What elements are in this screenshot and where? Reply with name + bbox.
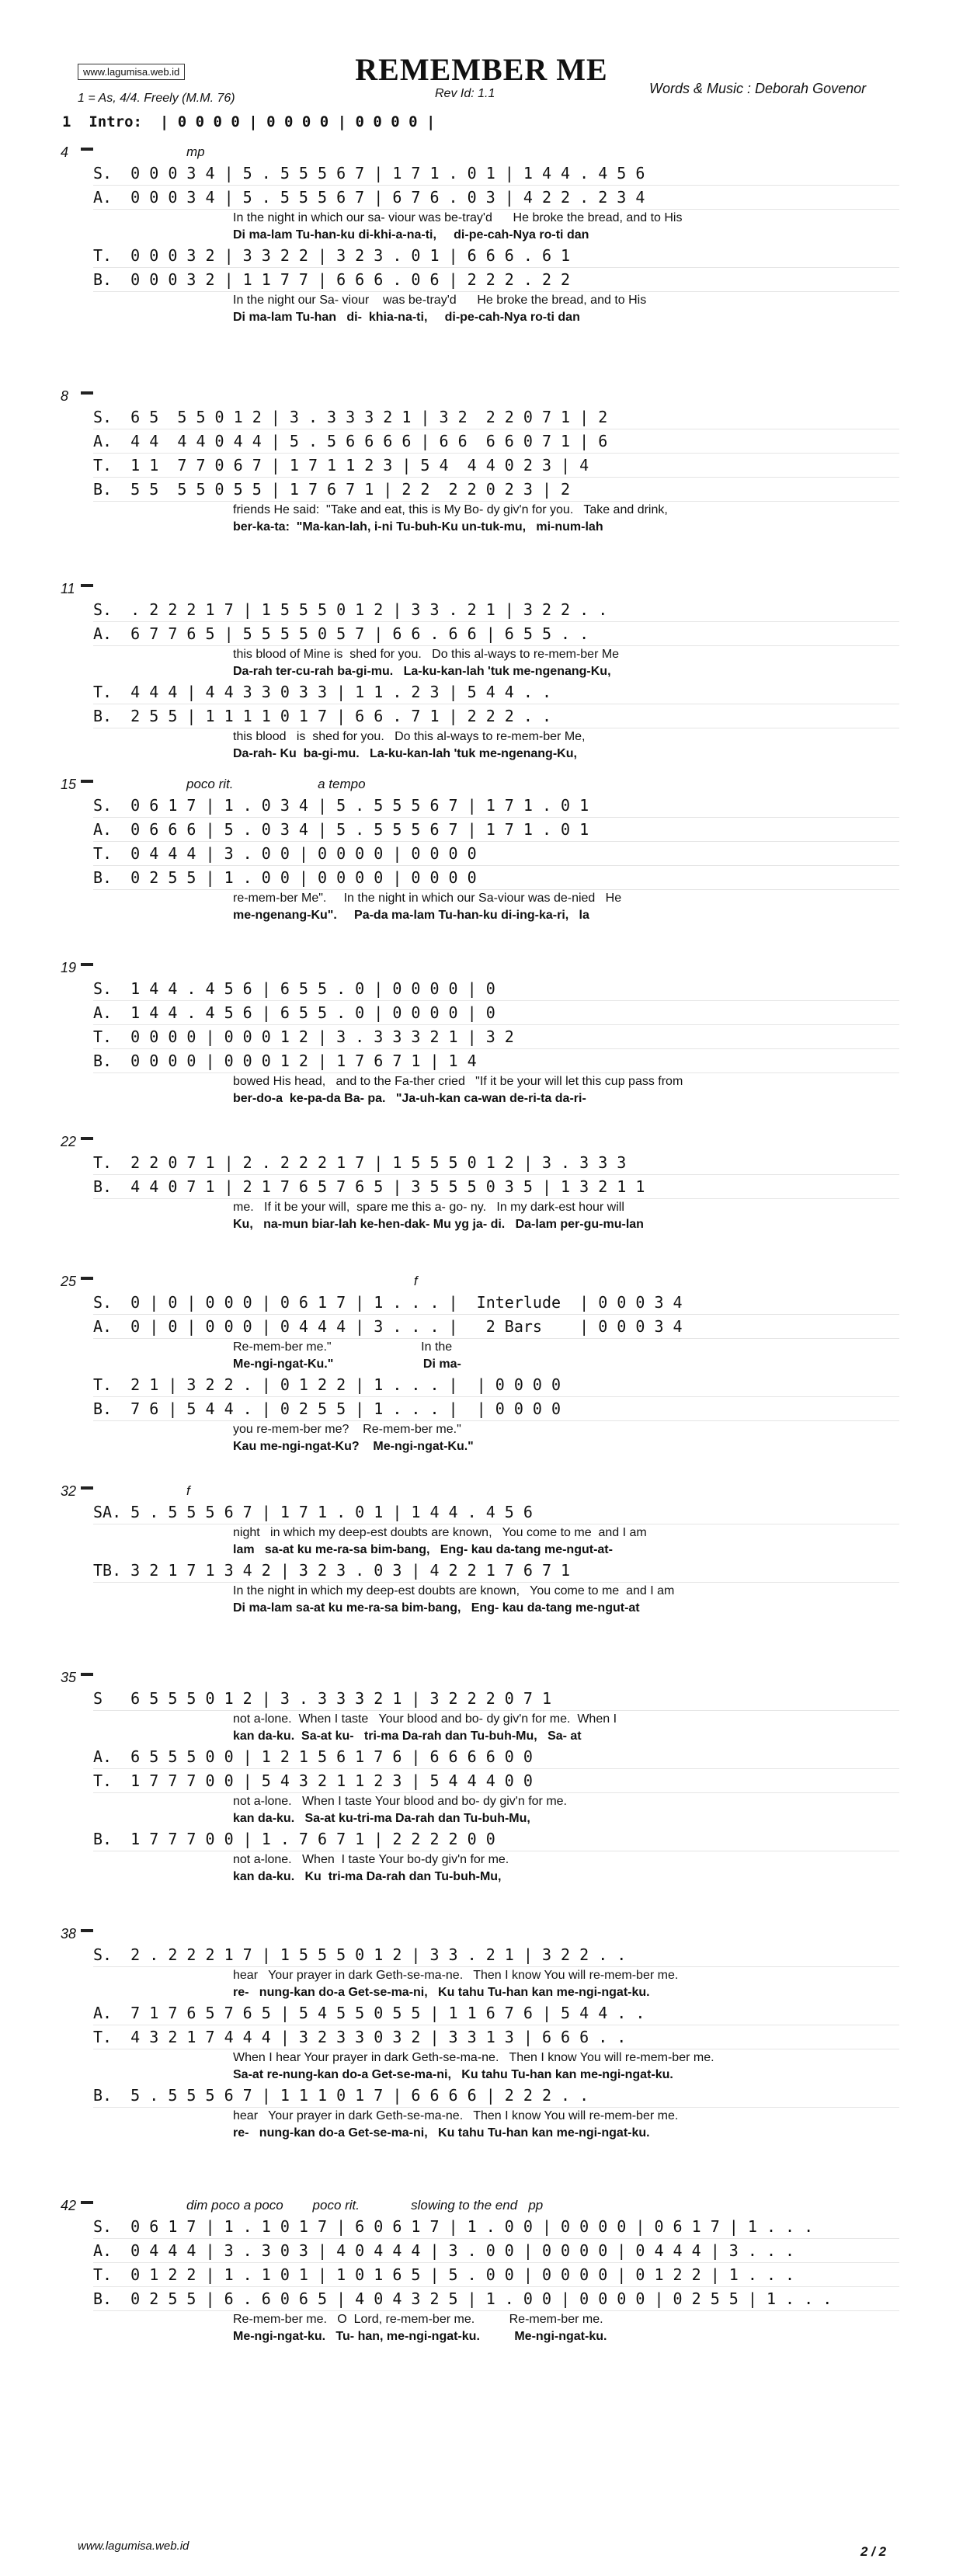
lyrics-english: hear Your prayer in dark Geth-se-ma-ne. Then I know You will re-mem-ber me. bbox=[233, 1969, 679, 1982]
voice-line: B. 4 4 0 7 1 | 2 1 7 6 5 7 6 5 | 3 5 5 5 0 3 5 | 1 3 2 1 1 bbox=[93, 1175, 899, 1199]
voice-line: B. 7 6 | 5 4 4 . | 0 2 5 5 | 1 . . . | | 0 0 0 0 bbox=[93, 1397, 899, 1421]
voice-line: S 6 5 5 5 0 1 2 | 3 . 3 3 3 2 1 | 3 2 2 2 0 7 1 bbox=[93, 1687, 899, 1711]
dynamics-marking bbox=[93, 388, 899, 405]
lyrics-indonesian: Da-rah ter-cu-rah ba-gi-mu. La-ku-kan-lah 'tuk me-ngenang-Ku, bbox=[233, 665, 611, 678]
lyrics-indonesian: kan da-ku. Sa-at ku-tri-ma Da-rah dan Tu-buh-Mu, bbox=[233, 1812, 530, 1825]
lyrics-english: friends He said: "Take and eat, this is My Bo- dy giv'n for you. Take and drink, bbox=[233, 503, 668, 516]
system-rows bbox=[93, 581, 899, 763]
voice-line: A. 1 4 4 . 4 5 6 | 6 5 5 . 0 | 0 0 0 0 | 0 bbox=[93, 1001, 899, 1025]
lyrics-english: not a-lone. When I taste Your bo-dy giv'n for me. bbox=[233, 1853, 509, 1866]
voice-line: B. 1 7 7 7 0 0 | 1 . 7 6 7 1 | 2 2 2 2 0 0 bbox=[93, 1827, 899, 1851]
system-rows bbox=[93, 388, 899, 536]
voice-line: TB. 3 2 1 7 1 3 4 2 | 3 2 3 . 0 3 | 4 2 2 1 7 6 7 1 bbox=[93, 1559, 899, 1583]
system-bracket bbox=[81, 1137, 93, 1140]
measure-number: 22 bbox=[61, 1134, 77, 1149]
dynamics-marking bbox=[93, 960, 899, 977]
lyrics-indonesian: Me-ngi-ngat-Ku." Di ma- bbox=[233, 1358, 461, 1371]
lyrics-english: not a-lone. When I taste Your blood and bo- dy giv'n for me. bbox=[233, 1795, 567, 1808]
site-label: www.lagumisa.web.id bbox=[78, 64, 185, 80]
voice-line: T. 2 1 | 3 2 2 . | 0 1 2 2 | 1 . . . | | 0 0 0 0 bbox=[93, 1373, 899, 1397]
system-rows bbox=[93, 1134, 899, 1233]
voice-line: S. 0 | 0 | 0 0 0 | 0 6 1 7 | 1 . . . | Interlude | 0 0 0 3 4 bbox=[93, 1291, 899, 1315]
voice-line: T. 0 0 0 0 | 0 0 0 1 2 | 3 . 3 3 3 2 1 | 3 2 bbox=[93, 1025, 899, 1049]
system-rows bbox=[93, 960, 899, 1107]
measure-number: 4 bbox=[61, 144, 69, 160]
dynamics-marking: f bbox=[186, 1483, 190, 1498]
voice-line: B. 5 5 5 5 0 5 5 | 1 7 6 7 1 | 2 2 2 2 0 2 3 | 2 bbox=[93, 478, 899, 502]
song-title: REMEMBER ME bbox=[355, 52, 608, 87]
lyrics-indonesian: ber-ka-ta: "Ma-kan-lah, i-ni Tu-buh-Ku un-tuk-mu, mi-num-lah bbox=[233, 520, 603, 534]
system-bracket bbox=[81, 1277, 93, 1280]
lyrics-indonesian: Da-rah- Ku ba-gi-mu. La-ku-kan-lah 'tuk me-ngenang-Ku, bbox=[233, 747, 577, 760]
voice-line: T. 0 4 4 4 | 3 . 0 0 | 0 0 0 0 | 0 0 0 0 bbox=[93, 842, 899, 866]
voice-line: S. 0 6 1 7 | 1 . 0 3 4 | 5 . 5 5 5 6 7 | 1 7 1 . 0 1 bbox=[93, 794, 899, 818]
revision-id: Rev Id: 1.1 bbox=[435, 87, 495, 100]
voice-line: T. 1 7 7 7 0 0 | 5 4 3 2 1 1 2 3 | 5 4 4 4 0 0 bbox=[93, 1769, 899, 1793]
dynamics-marking bbox=[93, 581, 899, 598]
lyrics-indonesian: Di ma-lam Tu-han di- khia-na-ti, di-pe-cah-Nya ro-ti dan bbox=[233, 311, 580, 324]
lyrics-english: me. If it be your will, spare me this a- go- ny. In my dark-est hour will bbox=[233, 1201, 624, 1214]
measure-number: 25 bbox=[61, 1274, 77, 1289]
system-rows bbox=[93, 144, 899, 326]
voice-line: S. 0 0 0 3 4 | 5 . 5 5 5 6 7 | 1 7 1 . 0 1 | 1 4 4 . 4 5 6 bbox=[93, 162, 899, 186]
system-bracket bbox=[81, 963, 93, 966]
lyrics-indonesian: re- nung-kan do-a Get-se-ma-ni, Ku tahu Tu-han kan me-ngi-ngat-ku. bbox=[233, 2126, 650, 2140]
lyrics-english: this blood is shed for you. Do this al-ways to re-mem-ber Me, bbox=[233, 730, 586, 743]
lyrics-english: night in which my deep-est doubts are known, You come to me and I am bbox=[233, 1526, 647, 1539]
voice-line: S. 2 . 2 2 2 1 7 | 1 5 5 5 0 1 2 | 3 3 . 2 1 | 3 2 2 . . bbox=[93, 1943, 899, 1967]
dynamics-marking bbox=[93, 1134, 899, 1151]
measure-number: 42 bbox=[61, 2198, 77, 2213]
lyrics-indonesian: ber-do-a ke-pa-da Ba- pa. "Ja-uh-kan ca-wan de-ri-ta da-ri- bbox=[233, 1092, 586, 1105]
system-bracket bbox=[81, 1673, 93, 1676]
voice-line: A. 0 6 6 6 | 5 . 0 3 4 | 5 . 5 5 5 6 7 | 1 7 1 . 0 1 bbox=[93, 818, 899, 842]
lyrics-english: bowed His head, and to the Fa-ther cried "If it be your will let this cup pass from bbox=[233, 1075, 683, 1088]
lyrics-indonesian: Di ma-lam sa-at ku me-ra-sa bim-bang, Eng- kau da-tang me-ngut-at bbox=[233, 1601, 640, 1615]
lyrics-english: In the night our Sa- viour was be-tray'd He broke the bread, and to His bbox=[233, 294, 647, 307]
voice-line: A. 0 0 0 3 4 | 5 . 5 5 5 6 7 | 6 7 6 . 0 3 | 4 2 2 . 2 3 4 bbox=[93, 186, 899, 210]
dynamics-marking bbox=[93, 1926, 899, 1943]
lyrics-english: you re-mem-ber me? Re-mem-ber me." bbox=[233, 1423, 461, 1436]
lyrics-indonesian: Me-ngi-ngat-ku. Tu- han, me-ngi-ngat-ku. Me-ngi-ngat-ku. bbox=[233, 2330, 607, 2343]
measure-number: 32 bbox=[61, 1483, 77, 1499]
lyrics-indonesian: me-ngenang-Ku". Pa-da ma-lam Tu-han-ku di-ing-ka-ri, la bbox=[233, 909, 589, 922]
dynamics-marking: mp bbox=[186, 144, 205, 159]
key-signature: 1 = As, 4/4. Freely (M.M. 76) bbox=[78, 92, 235, 105]
dynamics-marking bbox=[93, 1670, 899, 1687]
measure-number: 11 bbox=[61, 581, 75, 596]
voice-line: A. 6 7 7 6 5 | 5 5 5 5 0 5 7 | 6 6 . 6 6 | 6 5 5 . . bbox=[93, 622, 899, 646]
lyrics-indonesian: re- nung-kan do-a Get-se-ma-ni, Ku tahu Tu-han kan me-ngi-ngat-ku. bbox=[233, 1986, 650, 1999]
voice-line: B. 2 5 5 | 1 1 1 1 0 1 7 | 6 6 . 7 1 | 2 2 2 . . bbox=[93, 704, 899, 728]
voice-line: T. 0 1 2 2 | 1 . 1 0 1 | 1 0 1 6 5 | 5 . 0 0 | 0 0 0 0 | 0 1 2 2 | 1 . . . bbox=[93, 2263, 899, 2287]
footer-site: www.lagumisa.web.id bbox=[78, 2539, 189, 2553]
voice-line: B. 0 0 0 3 2 | 1 1 7 7 | 6 6 6 . 0 6 | 2 2 2 . 2 2 bbox=[93, 268, 899, 292]
lyrics-english: In the night in which our sa- viour was be-tray'd He broke the bread, and to His bbox=[233, 211, 683, 224]
voice-line: A. 6 5 5 5 0 0 | 1 2 1 5 6 1 7 6 | 6 6 6 6 0 0 bbox=[93, 1745, 899, 1769]
lyrics-indonesian: lam sa-at ku me-ra-sa bim-bang, Eng- kau da-tang me-ngut-at- bbox=[233, 1543, 613, 1556]
system-bracket bbox=[81, 584, 93, 587]
dynamics-marking: f bbox=[186, 1274, 418, 1288]
voice-line: A. 7 1 7 6 5 7 6 5 | 5 4 5 5 0 5 5 | 1 1 6 7 6 | 5 4 4 . . bbox=[93, 2001, 899, 2025]
voice-line: A. 0 4 4 4 | 3 . 3 0 3 | 4 0 4 4 4 | 3 . 0 0 | 0 0 0 0 | 0 4 4 4 | 3 . . . bbox=[93, 2239, 899, 2263]
voice-line: S. 6 5 5 5 0 1 2 | 3 . 3 3 3 2 1 | 3 2 2 2 0 7 1 | 2 bbox=[93, 405, 899, 429]
voice-line: B. 0 2 5 5 | 1 . 0 0 | 0 0 0 0 | 0 0 0 0 bbox=[93, 866, 899, 890]
lyrics-english: re-mem-ber Me". In the night in which our Sa-viour was de-nied He bbox=[233, 892, 622, 905]
credits: Words & Music : Deborah Govenor bbox=[649, 81, 867, 96]
measure-number: 19 bbox=[61, 960, 77, 975]
voice-line: S. . 2 2 2 1 7 | 1 5 5 5 0 1 2 | 3 3 . 2 1 | 3 2 2 . . bbox=[93, 598, 899, 622]
voice-line: B. 0 2 5 5 | 6 . 6 0 6 5 | 4 0 4 3 2 5 | 1 . 0 0 | 0 0 0 0 | 0 2 5 5 | 1 . . . bbox=[93, 2287, 899, 2311]
measure-number: 38 bbox=[61, 1926, 77, 1942]
dynamics-marking: poco rit. a tempo bbox=[186, 777, 366, 791]
measure-number: 35 bbox=[61, 1670, 77, 1685]
voice-line: B. 0 0 0 0 | 0 0 0 1 2 | 1 7 6 7 1 | 1 4 bbox=[93, 1049, 899, 1073]
lyrics-indonesian: Kau me-ngi-ngat-Ku? Me-ngi-ngat-Ku." bbox=[233, 1440, 474, 1453]
system-rows bbox=[93, 777, 899, 924]
system-rows bbox=[93, 1274, 899, 1455]
lyrics-english: In the night in which my deep-est doubts are known, You come to me and I am bbox=[233, 1584, 675, 1597]
voice-line: T. 4 3 2 1 7 4 4 4 | 3 2 3 3 0 3 2 | 3 3 1 3 | 6 6 6 . . bbox=[93, 2025, 899, 2049]
lyrics-english: hear Your prayer in dark Geth-se-ma-ne. Then I know You will re-mem-ber me. bbox=[233, 2109, 679, 2122]
system-bracket bbox=[81, 1486, 93, 1490]
measure-number: 15 bbox=[61, 777, 77, 792]
dynamics-marking: dim poco a poco poco rit. slowing to the end pp bbox=[186, 2198, 544, 2213]
page-number: 2 / 2 bbox=[860, 2544, 887, 2559]
voice-line: B. 5 . 5 5 5 6 7 | 1 1 1 0 1 7 | 6 6 6 6 | 2 2 2 . . bbox=[93, 2084, 899, 2108]
lyrics-english: Re-mem-ber me. O Lord, re-mem-ber me. Re-mem-ber me. bbox=[233, 2313, 603, 2326]
voice-line: S. 0 6 1 7 | 1 . 1 0 1 7 | 6 0 6 1 7 | 1 . 0 0 | 0 0 0 0 | 0 6 1 7 | 1 . . . bbox=[93, 2215, 899, 2239]
voice-line: A. 0 | 0 | 0 0 0 | 0 4 4 4 | 3 . . . | 2 Bars | 0 0 0 3 4 bbox=[93, 1315, 899, 1339]
system-rows bbox=[93, 1926, 899, 2142]
lyrics-indonesian: kan da-ku. Ku tri-ma Da-rah dan Tu-buh-Mu, bbox=[233, 1870, 502, 1883]
system-bracket bbox=[81, 2201, 93, 2204]
system-rows bbox=[93, 1483, 899, 1617]
lyrics-indonesian: Sa-at re-nung-kan do-a Get-se-ma-ni, Ku tahu Tu-han kan me-ngi-ngat-ku. bbox=[233, 2068, 673, 2081]
system-rows bbox=[93, 2198, 899, 2345]
system-bracket bbox=[81, 148, 93, 151]
voice-line: T. 0 0 0 3 2 | 3 3 2 2 | 3 2 3 . 0 1 | 6 6 6 . 6 1 bbox=[93, 244, 899, 268]
lyrics-indonesian: Di ma-lam Tu-han-ku di-khi-a-na-ti, di-pe-cah-Nya ro-ti dan bbox=[233, 228, 589, 242]
lyrics-indonesian: Ku, na-mun biar-lah ke-hen-dak- Mu yg ja- di. Da-lam per-gu-mu-lan bbox=[233, 1218, 644, 1231]
lyrics-english: not a-lone. When I taste Your blood and bo- dy giv'n for me. When I bbox=[233, 1712, 617, 1726]
lyrics-english: When I hear Your prayer in dark Geth-se-ma-ne. Then I know You will re-mem-ber me. bbox=[233, 2051, 714, 2064]
lyrics-english: this blood of Mine is shed for you. Do this al-ways to re-mem-ber Me bbox=[233, 648, 620, 661]
lyrics-english: Re-mem-ber me." In the bbox=[233, 1340, 453, 1354]
voice-line: S. 1 4 4 . 4 5 6 | 6 5 5 . 0 | 0 0 0 0 | 0 bbox=[93, 977, 899, 1001]
measure-number: 8 bbox=[61, 388, 69, 404]
system-bracket bbox=[81, 391, 93, 395]
voice-line: SA. 5 . 5 5 5 6 7 | 1 7 1 . 0 1 | 1 4 4 . 4 5 6 bbox=[93, 1500, 899, 1524]
voice-line: T. 4 4 4 | 4 4 3 3 0 3 3 | 1 1 . 2 3 | 5 4 4 . . bbox=[93, 680, 899, 704]
voice-line: A. 4 4 4 4 0 4 4 | 5 . 5 6 6 6 6 | 6 6 6 6 0 7 1 | 6 bbox=[93, 429, 899, 454]
system-bracket bbox=[81, 1929, 93, 1932]
system-bracket bbox=[81, 780, 93, 783]
lyrics-indonesian: kan da-ku. Sa-at ku- tri-ma Da-rah dan Tu-buh-Mu, Sa- at bbox=[233, 1730, 582, 1743]
voice-line: T. 2 2 0 7 1 | 2 . 2 2 2 1 7 | 1 5 5 5 0 1 2 | 3 . 3 3 3 bbox=[93, 1151, 899, 1175]
intro-line: 1 Intro: | 0 0 0 0 | 0 0 0 0 | 0 0 0 0 | bbox=[62, 113, 436, 130]
voice-line: T. 1 1 7 7 0 6 7 | 1 7 1 1 2 3 | 5 4 4 4 0 2 3 | 4 bbox=[93, 454, 899, 478]
system-rows bbox=[93, 1670, 899, 1886]
